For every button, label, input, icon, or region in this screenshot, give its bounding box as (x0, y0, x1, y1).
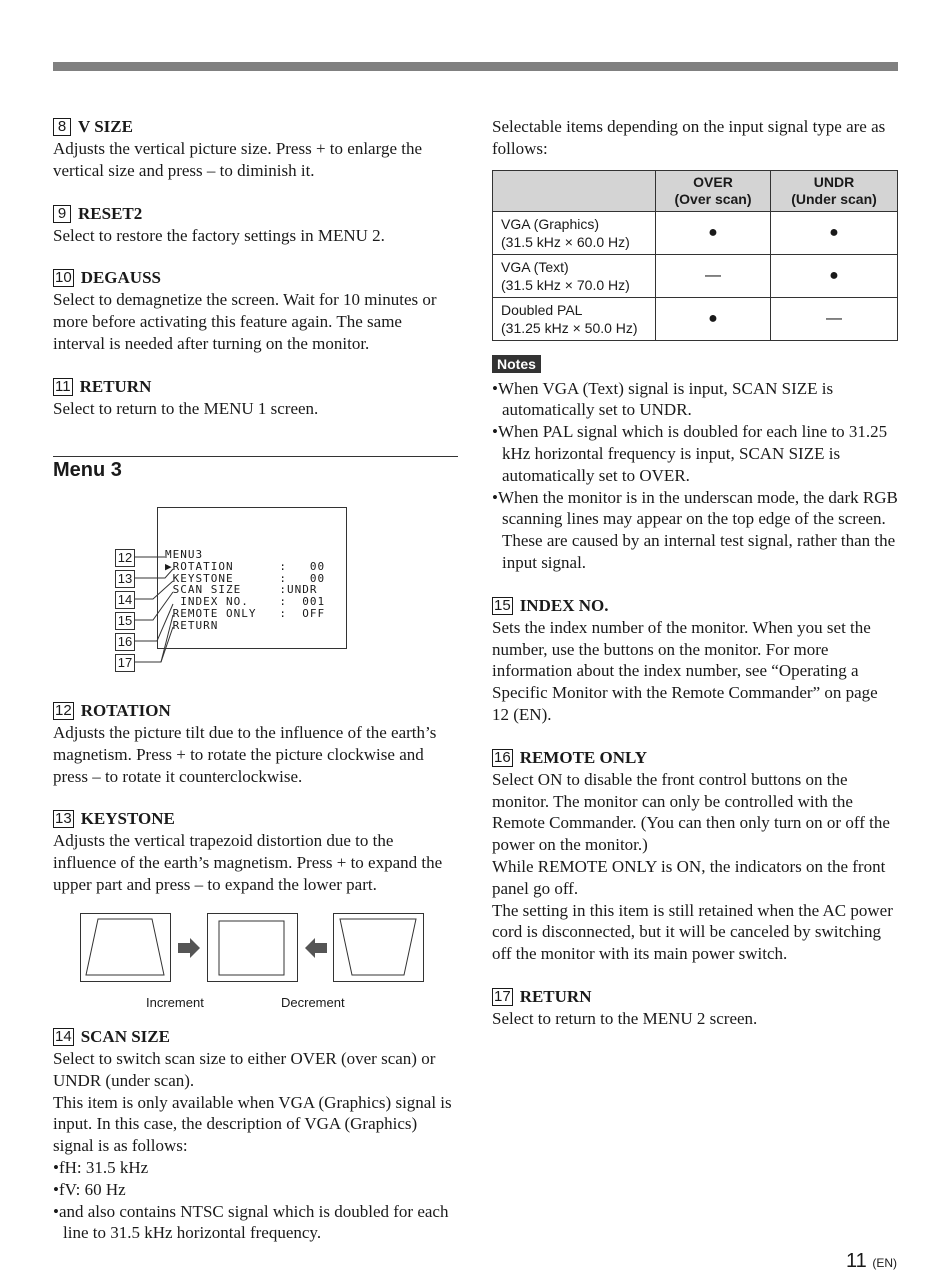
bullet-item: •and also contains NTSC signal which is doubled for each line to 31.5 kHz horizontal frequency. (53, 1201, 449, 1243)
item-title: KEYSTONE (80, 809, 175, 829)
table-header-over: OVER (Over scan) (656, 170, 771, 211)
item-number: 14 (55, 1028, 72, 1045)
item-number: 8 (53, 118, 71, 136)
item-text: Adjusts the vertical picture size. Press + to enlarge the vertical size and press – to diminish it. (53, 139, 423, 180)
menu3-osd-diagram (113, 505, 353, 677)
item-title: ROTATION (80, 701, 171, 720)
item-text: Select to return to the MENU 1 screen. (53, 398, 319, 418)
section-keystone (53, 808, 458, 895)
item-text: The setting in this item is still retained when the AC power cord is disconnected, but it will be canceled by switching off the monitor with its main power switch. (492, 900, 893, 964)
item-title: RETURN (79, 376, 152, 396)
item-title: DEGAUSS (80, 268, 161, 288)
osd-text: MENU3 ▶ROTATION : 00 KEYSTONE : 00 SCAN SIZE :UNDR INDEX NO. : 001 REMOTE ONLY : OFF RETURN (165, 548, 326, 632)
notes-badge: Notes (492, 355, 541, 373)
table-row: VGA (Text) (31.5 kHz × 70.0 Hz) — ● (493, 254, 898, 297)
left-column (53, 116, 458, 441)
table-row: VGA (Graphics) (31.5 kHz × 60.0 Hz) ● ● (493, 211, 898, 254)
bullet-item: •fH: 31.5 kHz (53, 1157, 149, 1177)
page-number: 11 (EN) (846, 1250, 897, 1272)
menu3-divider (53, 456, 458, 457)
table-row: Doubled PAL (31.25 kHz × 50.0 Hz) ● — (493, 297, 898, 340)
item-title: SCAN SIZE (80, 1027, 170, 1046)
bullet-item: •fV: 60 Hz (53, 1179, 126, 1199)
item-text: Select to return to the MENU 2 screen. (492, 1008, 758, 1028)
osd-label-17: 17 (115, 654, 135, 672)
item-text: Select to switch scan size to either OVER (over scan) or UNDR (under scan). (53, 1049, 436, 1090)
item-title: V SIZE (78, 117, 133, 136)
item-text: Select ON to disable the front control buttons on the monitor. The monitor can only be controlled with the Remote Commander. (You can then only turn on or off the power on the monitor.) (492, 769, 890, 855)
item-title: INDEX NO. (519, 595, 609, 615)
osd-label-13: 13 (115, 570, 135, 588)
item-text: Sets the index number of the monitor. When you set the number, use the buttons on the monitor. For more information about the index number, see “Operating a Specific Monitor with the Remote Commander” on page 12 (EN). (492, 617, 878, 724)
signal-table (492, 170, 898, 341)
item-number: 12 (55, 702, 72, 719)
section-return-menu1 (53, 376, 458, 420)
item-number: 13 (55, 810, 72, 828)
item-number: 9 (53, 205, 71, 223)
osd-label-15: 15 (115, 612, 135, 630)
section-reset2 (53, 203, 458, 247)
keystone-illustration (80, 913, 426, 985)
keystone-increment-label: Increment (146, 995, 204, 1010)
table-header-undr: UNDR (Under scan) (771, 170, 898, 211)
note-item: •When VGA (Text) signal is input, SCAN SIZE is automatically set to UNDR. (492, 378, 834, 420)
section-scan-size (53, 1026, 458, 1244)
item-title: REMOTE ONLY (519, 747, 648, 767)
item-number: 10 (55, 269, 72, 287)
osd-leader-lines (113, 505, 353, 677)
item-title: RETURN (519, 986, 592, 1006)
right-column (492, 116, 898, 1051)
item-text: Adjusts the picture tilt due to the influence of the earth’s magnetism. Press + to rotate the picture clockwise and press – to rotate it counterclockwise. (53, 723, 437, 786)
header-rule (53, 62, 898, 71)
menu3-heading: Menu 3 (53, 459, 122, 481)
section-return-menu2 (492, 986, 898, 1030)
osd-label-16: 16 (115, 633, 135, 651)
note-item: •When PAL signal which is doubled for each line to 31.25 kHz horizontal frequency is input, SCAN SIZE is automatically set to OVER. (492, 422, 888, 485)
notes-list (492, 378, 898, 574)
item-title: RESET2 (78, 203, 143, 223)
section-remote-only (492, 747, 898, 965)
item-text: Select to restore the factory settings in MENU 2. (53, 225, 385, 245)
keystone-decrement-label: Decrement (281, 995, 345, 1010)
note-item: •When the monitor is in the underscan mode, the dark RGB scanning lines may appear on the top edge of the screen. These are caused by an internal test signal, rather than the input signal. (492, 487, 898, 572)
section-rotation (53, 700, 458, 787)
section-v-size (53, 116, 458, 182)
osd-label-14: 14 (115, 591, 135, 609)
item-number: 11 (55, 377, 71, 395)
section-index-no (492, 595, 898, 726)
table-intro: Selectable items depending on the input signal type are as follows: (492, 117, 886, 158)
item-number: 16 (494, 748, 511, 766)
left-column-lower (53, 700, 458, 917)
item-number: 17 (494, 987, 511, 1005)
section-degauss (53, 267, 458, 354)
item-number: 15 (494, 596, 511, 614)
item-text: While REMOTE ONLY is ON, the indicators on the front panel go off. (492, 856, 886, 898)
item-text: Select to demagnetize the screen. Wait for 10 minutes or more before activating this feature again. The same interval is needed after turning on the monitor. (53, 290, 437, 353)
osd-label-12: 12 (115, 549, 135, 567)
item-text: Adjusts the vertical trapezoid distortion due to the influence of the earth’s magnetism. Press + to expand the upper part and press – to expand the lower part. (53, 831, 443, 894)
item-text: This item is only available when VGA (Graphics) signal is input. In this case, the description of VGA (Graphics) signal is as follows: (53, 1092, 452, 1156)
